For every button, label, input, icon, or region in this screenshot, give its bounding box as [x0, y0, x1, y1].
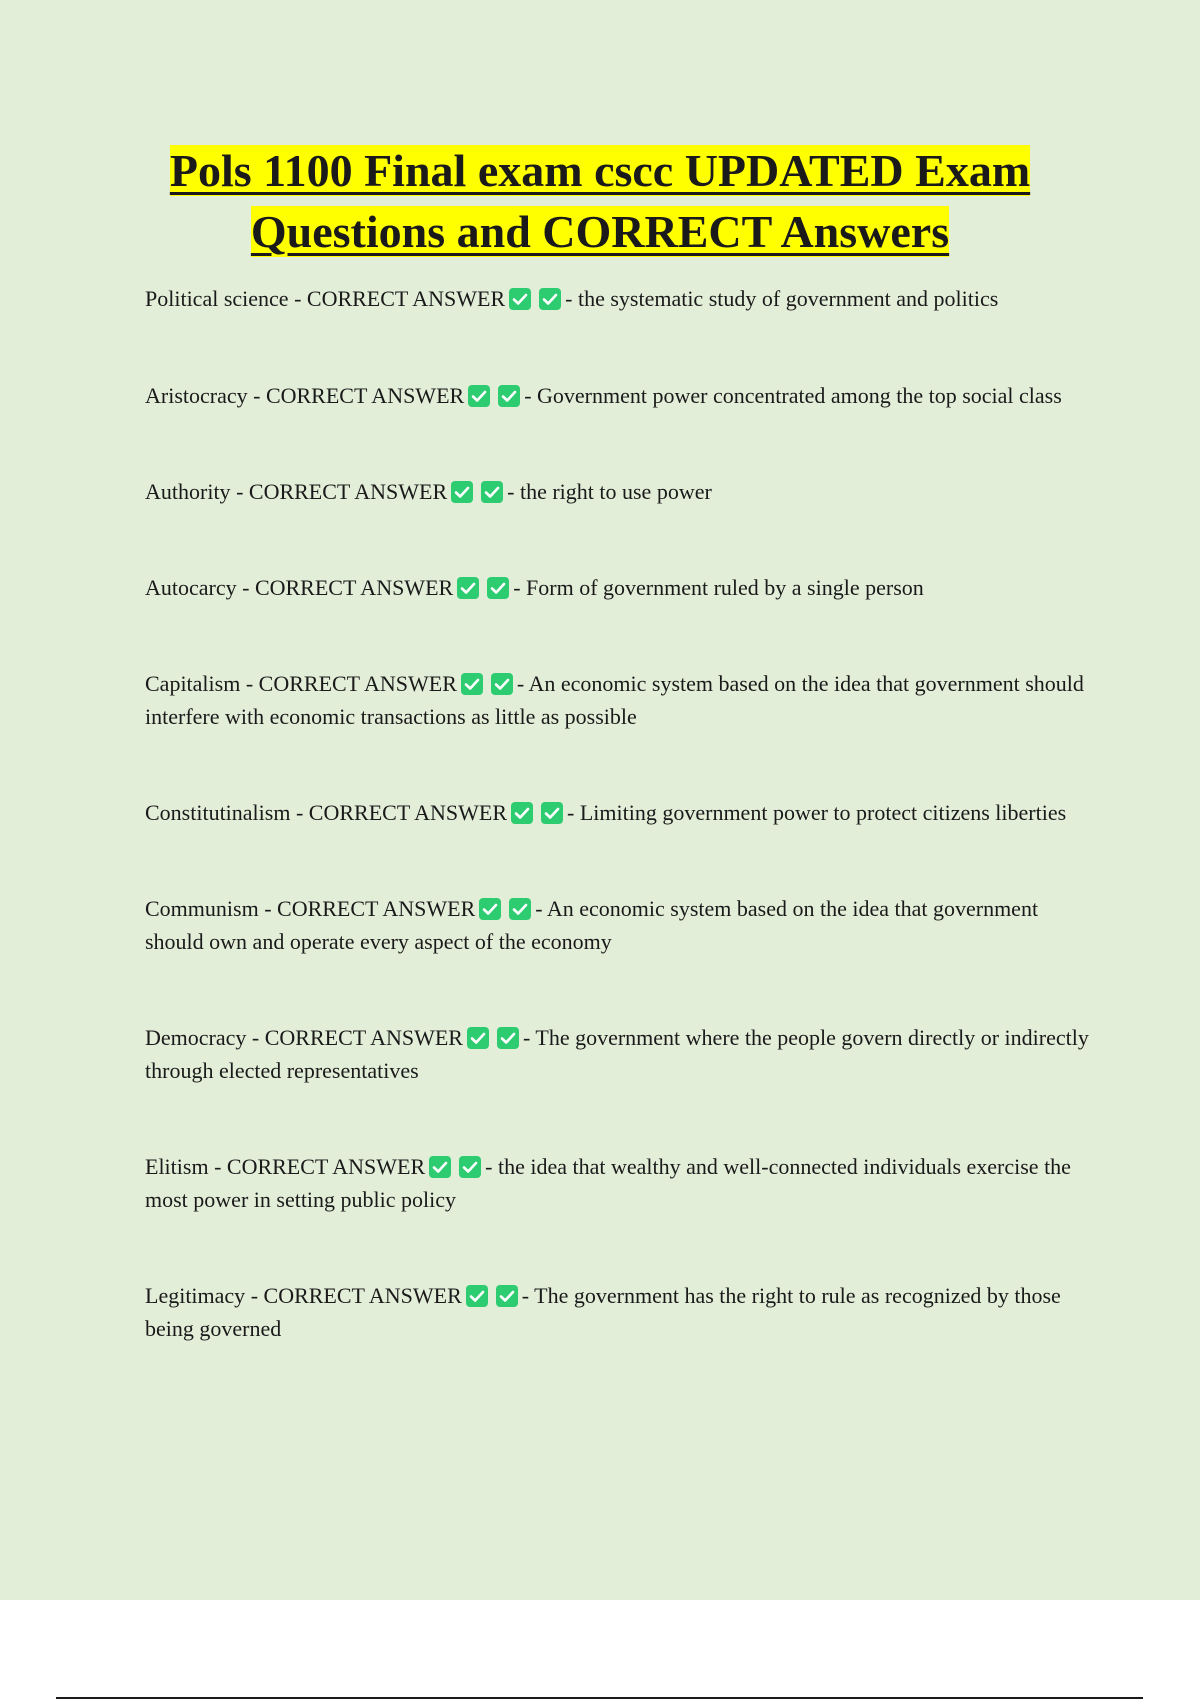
qa-item [145, 379, 1090, 412]
check-box-icon [511, 802, 533, 824]
correct-answer-label: - CORRECT ANSWER [253, 383, 465, 408]
check-box-icon [457, 577, 479, 599]
qa-term: Communism [145, 896, 265, 921]
correct-answer-label: - CORRECT ANSWER [250, 1283, 462, 1308]
qa-term: Capitalism [145, 671, 246, 696]
check-box-icon [491, 673, 513, 695]
qa-definition: - An economic system based on the idea that government should interfere with economic transactions as little as possible [145, 671, 1084, 729]
title-line-1: Pols 1100 Final exam cscc UPDATED Exam [169, 145, 1031, 196]
check-box-icon [539, 288, 561, 310]
check-box-icon [451, 481, 473, 503]
qa-definition: - Form of government ruled by a single person [513, 575, 924, 600]
qa-term: Aristocracy [145, 383, 254, 408]
check-box-icon [497, 1027, 519, 1049]
check-box-icon [481, 481, 503, 503]
check-box-icon [496, 1285, 518, 1307]
qa-term: Elitism [145, 1154, 215, 1179]
qa-item [145, 892, 1090, 958]
correct-answer-label: - CORRECT ANSWER [242, 575, 454, 600]
correct-answer-label: - CORRECT ANSWER [264, 896, 476, 921]
qa-definition: - The government has the right to rule as recognized by those being governed [145, 1283, 1061, 1341]
qa-item [145, 475, 1090, 508]
qa-definition: - The government where the people govern directly or indirectly through elected representatives [145, 1025, 1089, 1083]
qa-list [145, 282, 1090, 1408]
check-box-icon [498, 385, 520, 407]
qa-definition: - the right to use power [507, 479, 712, 504]
qa-item [145, 667, 1090, 733]
qa-term: Democracy [145, 1025, 252, 1050]
correct-answer-label: - CORRECT ANSWER [295, 800, 508, 825]
qa-term: Political science [145, 286, 295, 311]
qa-item [145, 796, 1090, 829]
qa-item [145, 1021, 1090, 1087]
document-title [100, 140, 1100, 262]
correct-answer-label: - CORRECT ANSWER [294, 286, 506, 311]
footer-rule [56, 1697, 1143, 1699]
check-box-icon [467, 1027, 489, 1049]
qa-definition: - An economic system based on the idea that government should own and operate every aspect of the economy [145, 896, 1039, 954]
check-box-icon [509, 288, 531, 310]
title-line-2: Questions and CORRECT Answers [250, 206, 950, 257]
qa-item [145, 1279, 1090, 1345]
check-box-icon [459, 1156, 481, 1178]
qa-item [145, 282, 1090, 315]
qa-definition: - Limiting government power to protect citizens liberties [567, 800, 1067, 825]
check-box-icon [468, 385, 490, 407]
qa-item [145, 571, 1090, 604]
check-box-icon [487, 577, 509, 599]
check-box-icon [541, 802, 563, 824]
qa-term: Autocarcy [145, 575, 243, 600]
qa-term: Authority [145, 479, 237, 504]
correct-answer-label: - CORRECT ANSWER [251, 1025, 463, 1050]
check-box-icon [509, 898, 531, 920]
check-box-icon [429, 1156, 451, 1178]
qa-definition: - Government power concentrated among the top social class [524, 383, 1062, 408]
qa-definition: - the systematic study of government and politics [565, 286, 999, 311]
qa-item [145, 1150, 1090, 1216]
correct-answer-label: - CORRECT ANSWER [214, 1154, 426, 1179]
check-box-icon [479, 898, 501, 920]
qa-term: Legitimacy [145, 1283, 251, 1308]
correct-answer-label: - CORRECT ANSWER [245, 671, 457, 696]
qa-definition: - the idea that wealthy and well-connected individuals exercise the most power in setting public policy [145, 1154, 1071, 1212]
correct-answer-label: - CORRECT ANSWER [236, 479, 448, 504]
check-box-icon [466, 1285, 488, 1307]
check-box-icon [461, 673, 483, 695]
qa-term: Constitutinalism [145, 800, 296, 825]
